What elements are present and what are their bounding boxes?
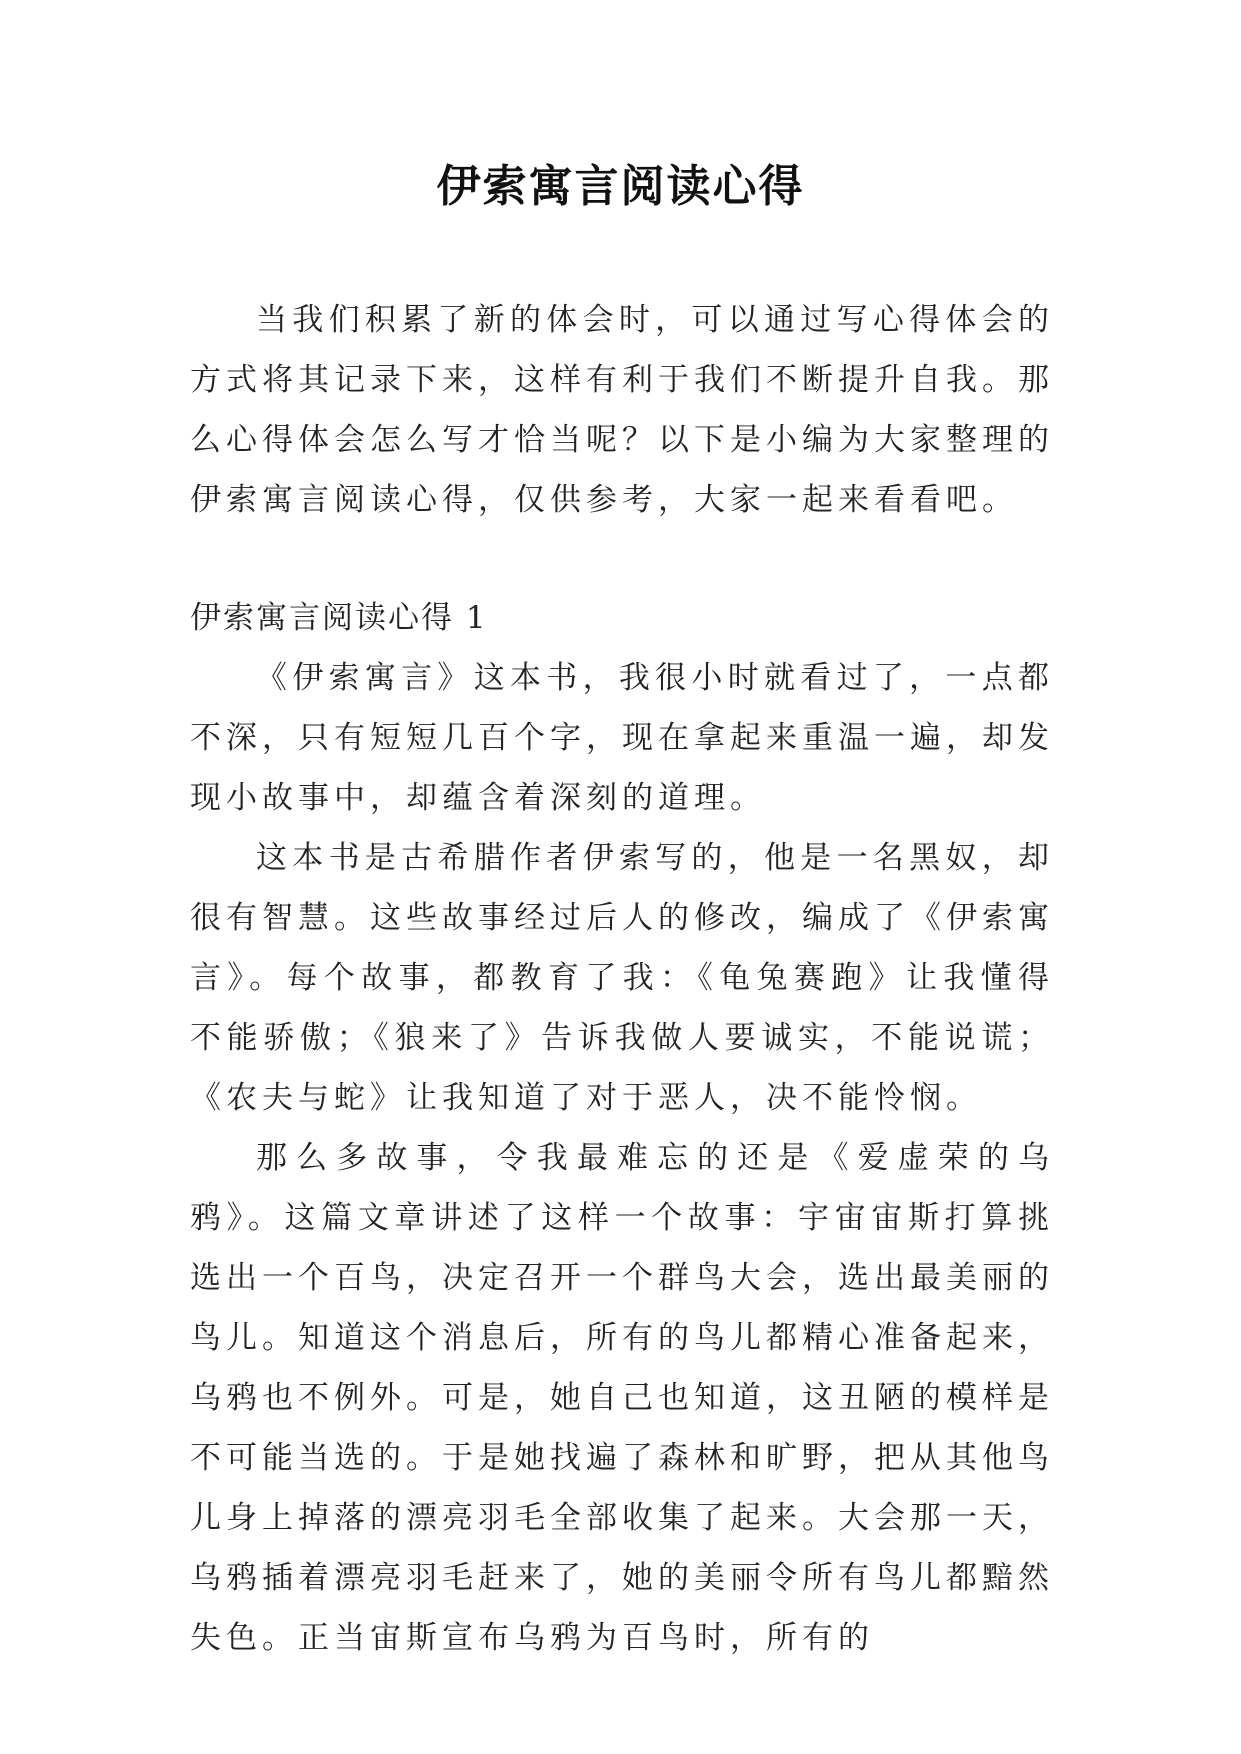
document-title: 伊索寓言阅读心得	[436, 161, 805, 212]
section-heading: 伊索寓言阅读心得 1	[190, 600, 488, 636]
body-paragraph: 这本书是古希腊作者伊索写的，他是一名黑奴，却很有智慧。这些故事经过后人的修改，编成了《伊索寓言》。每个故事，都教育了我：《龟兔赛跑》让我懂得不能骄傲；《狼来了》告诉我做人要诚实，不能说谎；《农夫与蛇》让我知道了对于恶人，决不能怜悯。	[190, 840, 1054, 1116]
document-body	[190, 290, 1054, 1668]
body-paragraph: 《伊索寓言》这本书，我很小时就看过了，一点都不深，只有短短几百个字，现在拿起来重温一遍，却发现小故事中，却蕴含着深刻的道理。	[190, 660, 1054, 816]
body-paragraph: 那么多故事，令我最难忘的还是《爱虚荣的乌鸦》。这篇文章讲述了这样一个故事：宇宙宙斯打算挑选出一个百鸟，决定召开一个群鸟大会，选出最美丽的鸟儿。知道这个消息后，所有的鸟儿都精心准备起来，乌鸦也不例外。可是，她自己也知道，这丑陋的模样是不可能当选的。于是她找遍了森林和旷野，把从其他鸟儿身上掉落的漂亮羽毛全部收集了起来。大会那一天，乌鸦插着漂亮羽毛赶来了，她的美丽令所有鸟儿都黯然失色。正当宙斯宣布乌鸦为百鸟时，所有的	[190, 1140, 1054, 1656]
intro-paragraph: 当我们积累了新的体会时，可以通过写心得体会的方式将其记录下来，这样有利于我们不断提升自我。那么心得体会怎么写才恰当呢？以下是小编为大家整理的伊索寓言阅读心得，仅供参考，大家一起来看看吧。	[190, 302, 1054, 518]
